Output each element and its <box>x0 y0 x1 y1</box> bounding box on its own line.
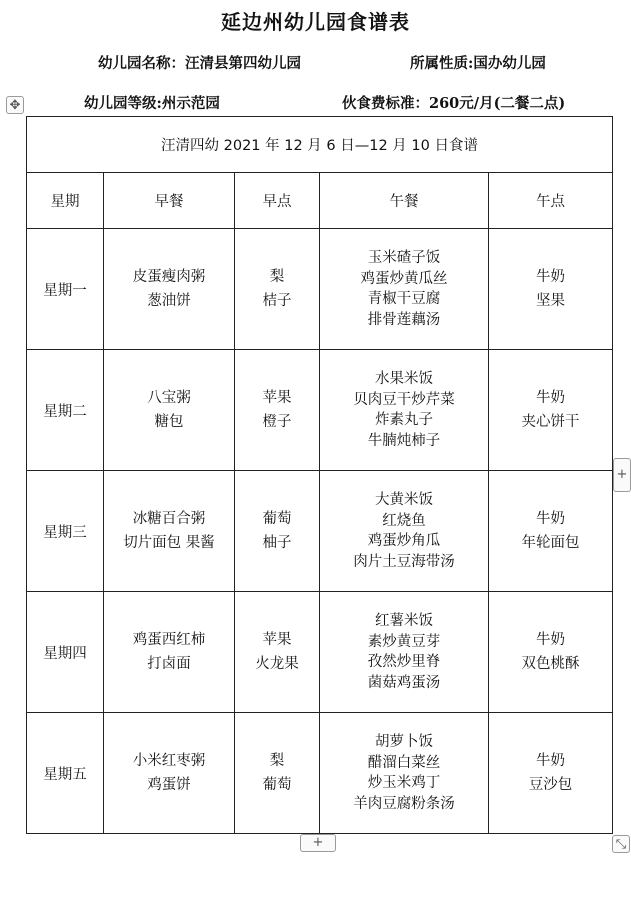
menu-item: 柚子 <box>262 535 292 551</box>
menu-item: 牛奶 <box>536 390 565 406</box>
menu-item: 鸡蛋炒黄瓜丝 <box>360 270 448 287</box>
breakfast-cell <box>104 350 235 471</box>
menu-item: 贝肉豆干炒芹菜 <box>353 391 455 408</box>
menu-item: 大黄米饭 <box>375 492 433 508</box>
menu-item: 葱油饼 <box>147 293 191 309</box>
menu-item: 切片面包 果酱 <box>123 535 215 551</box>
menu-item: 八宝粥 <box>147 390 191 406</box>
menu-item: 青椒干豆腐 <box>367 291 441 307</box>
menu-item: 梨 <box>269 269 285 285</box>
header-weekday: 星期 <box>27 173 104 229</box>
menu-item: 鸡蛋西红柿 <box>132 632 206 648</box>
menu-item: 肉片土豆海带汤 <box>353 553 455 570</box>
header-lunch: 午餐 <box>320 173 489 229</box>
menu-item: 夹心饼干 <box>521 414 580 430</box>
menu-item: 牛奶 <box>536 632 565 648</box>
lunch-cell <box>320 713 489 834</box>
menu-item: 打卤面 <box>147 656 191 672</box>
menu-item: 素炒黄豆芽 <box>367 633 441 650</box>
breakfast-cell <box>104 713 235 834</box>
table-move-handle-icon[interactable]: ✥ <box>6 96 24 114</box>
menu-day-row <box>27 471 613 592</box>
menu-item: 小米红枣粥 <box>132 753 206 769</box>
menu-item: 羊肉豆腐粉条汤 <box>353 795 455 812</box>
menu-item: 牛奶 <box>536 511 565 527</box>
page-title: 延边州幼儿园食谱表 <box>221 10 410 34</box>
header-morning-snack: 早点 <box>235 173 320 229</box>
menu-item: 葡萄 <box>262 511 292 527</box>
menu-item: 胡萝卜饭 <box>375 734 433 750</box>
menu-item: 鸡蛋饼 <box>147 777 191 793</box>
menu-item: 排骨莲藕汤 <box>367 311 441 328</box>
menu-item: 糖包 <box>154 414 184 430</box>
menu-item: 牛腩炖柿子 <box>367 432 441 449</box>
add-column-button[interactable]: + <box>613 458 631 492</box>
afternoon-snack-cell <box>489 471 613 592</box>
breakfast-cell <box>104 592 235 713</box>
menu-item: 水果米饭 <box>375 371 433 387</box>
afternoon-snack-cell <box>489 713 613 834</box>
menu-item: 菌菇鸡蛋汤 <box>367 674 441 691</box>
breakfast-cell <box>104 471 235 592</box>
weekday-cell: 星期三 <box>27 471 104 592</box>
menu-item: 孜然炒里脊 <box>367 654 441 670</box>
weekday-cell: 星期一 <box>27 229 104 350</box>
morning-snack-cell <box>235 471 320 592</box>
lunch-cell <box>320 350 489 471</box>
menu-item: 炸素丸子 <box>375 412 433 428</box>
menu-item: 坚果 <box>536 293 565 309</box>
meal-fee-standard: 伙食费标准：260元/月(二餐二点) <box>342 95 566 112</box>
menu-table <box>26 116 613 834</box>
menu-item: 双色桃酥 <box>521 656 580 672</box>
menu-item: 红烧鱼 <box>382 512 426 529</box>
add-row-button[interactable]: + <box>300 834 336 852</box>
morning-snack-cell <box>235 592 320 713</box>
header-row <box>27 173 613 229</box>
menu-item: 玉米碴子饭 <box>367 250 441 266</box>
menu-day-row <box>27 592 613 713</box>
menu-item: 牛奶 <box>536 753 565 769</box>
header-breakfast: 早餐 <box>104 173 235 229</box>
morning-snack-cell <box>235 713 320 834</box>
kindergarten-level: 幼儿园等级:州示范园 <box>84 95 220 112</box>
menu-item: 豆沙包 <box>528 777 573 793</box>
menu-item: 梨 <box>269 753 285 769</box>
menu-item: 葡萄 <box>262 777 292 793</box>
menu-day-row <box>27 713 613 834</box>
menu-item: 炒玉米鸡丁 <box>367 775 441 791</box>
menu-item: 年轮面包 <box>521 535 580 551</box>
menu-item: 皮蛋瘦肉粥 <box>132 269 206 285</box>
kindergarten-nature: 所属性质:国办幼儿园 <box>410 55 546 72</box>
menu-item: 鸡蛋炒角瓜 <box>367 533 441 549</box>
weekday-cell: 星期二 <box>27 350 104 471</box>
menu-item: 冰糖百合粥 <box>132 511 206 527</box>
menu-item: 火龙果 <box>255 656 299 672</box>
afternoon-snack-cell <box>489 350 613 471</box>
menu-item: 醋溜白菜丝 <box>367 754 441 771</box>
lunch-cell <box>320 592 489 713</box>
breakfast-cell <box>104 229 235 350</box>
menu-item: 牛奶 <box>536 269 565 285</box>
menu-item: 苹果 <box>262 390 292 406</box>
kindergarten-name: 幼儿园名称：汪清县第四幼儿园 <box>98 55 301 72</box>
morning-snack-cell <box>235 350 320 471</box>
menu-item: 苹果 <box>262 632 292 648</box>
menu-item: 桔子 <box>262 293 292 309</box>
lunch-cell <box>320 471 489 592</box>
menu-item: 红薯米饭 <box>375 613 433 629</box>
menu-day-row <box>27 350 613 471</box>
weekday-cell: 星期五 <box>27 713 104 834</box>
table-resize-handle-icon[interactable]: ⤡ <box>612 835 630 853</box>
lunch-cell <box>320 229 489 350</box>
header-afternoon-snack: 午点 <box>489 173 613 229</box>
morning-snack-cell <box>235 229 320 350</box>
menu-item: 橙子 <box>262 414 292 430</box>
table-caption: 汪清四幼 2021 年 12 月 6 日—12 月 10 日食谱 <box>27 117 613 173</box>
menu-day-row <box>27 229 613 350</box>
weekday-cell: 星期四 <box>27 592 104 713</box>
afternoon-snack-cell <box>489 592 613 713</box>
afternoon-snack-cell <box>489 229 613 350</box>
